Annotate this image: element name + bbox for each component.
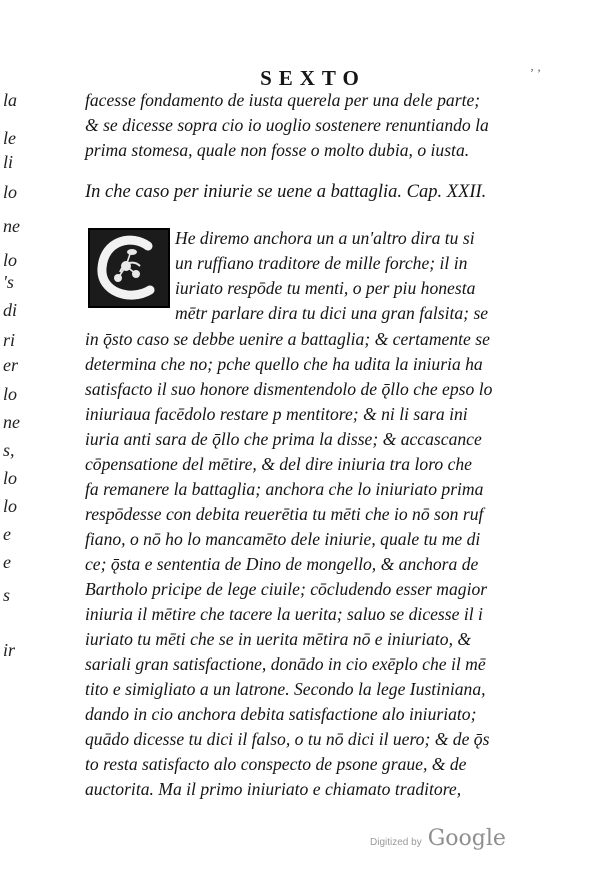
margin-fragment: s, xyxy=(3,440,15,460)
decorated-initial xyxy=(88,228,170,308)
text-line: tito e simigliato a un latrone. Secondo la lege Iustiniana, xyxy=(85,679,486,699)
text-line: iniuriaua facēdolo restare p mentitore; & ni li sara ini xyxy=(85,404,468,424)
text-line: iuriato tu mēti che se in uerita mētira nō e iniuriato, & xyxy=(85,629,472,649)
margin-fragment: lo xyxy=(3,250,18,270)
margin-fragment: ne xyxy=(3,216,20,236)
text-line: sariali gran satisfactione, donādo in cio exēplo che il mē xyxy=(85,654,486,674)
text-line: cōpensatione del mētire, & del dire iniuria tra loro che xyxy=(85,454,472,474)
margin-fragment: ir xyxy=(3,640,16,660)
text-line: auctorita. Ma il primo iniuriato e chiamato traditore, xyxy=(85,779,462,799)
running-header: SEXTO xyxy=(260,66,366,90)
margin-fragment: ri xyxy=(3,330,16,350)
top-paragraph xyxy=(85,88,489,163)
margin-fragment: 's xyxy=(3,272,14,292)
text-line: quādo dicesse tu dici il falso, o tu nō dici il uero; & de ǭs xyxy=(85,729,490,749)
margin-fragment: e xyxy=(3,552,11,572)
text-line: determina che no; pche quello che ha udita la iniuria ha xyxy=(85,354,483,374)
text-line: He diremo anchora un a un'altro dira tu si xyxy=(175,228,475,248)
text-line: dando in cio anchora debita satisfactione alo iniuriato; xyxy=(85,704,477,724)
google-logo: Google xyxy=(427,826,506,851)
ornamental-initial-c-icon xyxy=(90,230,168,306)
text-line: fa remanere la battaglia; anchora che lo iniuriato prima xyxy=(85,479,484,499)
text-line: ce; ǭsta e sententia de Dino de mongello, & anchora de xyxy=(85,554,479,574)
watermark-prefix: Digitized by xyxy=(370,837,422,848)
margin-fragment: lo xyxy=(3,182,18,202)
margin-fragment: s xyxy=(3,585,11,605)
margin-fragment: di xyxy=(3,300,18,320)
margin-fragment: lo xyxy=(3,468,18,488)
chapter-heading: In che caso per iniurie se uene a battaglia. Cap. XXII. xyxy=(85,182,487,202)
text-line: Bartholo pricipe de lege ciuile; cōcludendo esser magior xyxy=(85,579,488,599)
body-paragraph xyxy=(85,327,493,802)
text-line: facesse fondamento de iusta querela per una dele parte; xyxy=(85,90,481,110)
text-line: mētr parlare dira tu dici una gran falsita; se xyxy=(175,303,489,323)
text-line: satisfacto il suo honore dismentendolo de ǭllo che epso lo xyxy=(85,379,493,399)
margin-fragment: la xyxy=(3,90,18,110)
text-line: to resta satisfacto alo conspecto de psone graue, & de xyxy=(85,754,467,774)
text-line: fiano, o nō ho lo mancamēto dele iniurie, quale tu me di xyxy=(85,529,481,549)
margin-fragment: e xyxy=(3,524,11,544)
text-line: in ǭsto caso se debbe uenire a battaglia; & certamente se xyxy=(85,329,490,349)
page-speck: ʼ ’ xyxy=(530,66,541,80)
text-line: prima stomesa, quale non fosse o molto dubia, o iusta. xyxy=(85,140,470,160)
text-line: iuria anti sara de ǭllo che prima la disse; & accascance xyxy=(85,429,482,449)
text-line: un ruffiano traditore de mille forche; il in xyxy=(175,253,468,273)
text-line: iniuria il mētire che tacere la uerita; saluo se dicesse il i xyxy=(85,604,483,624)
margin-fragment: ne xyxy=(3,412,20,432)
text-line: iuriato respōde tu menti, o per piu honesta xyxy=(175,278,476,298)
digitization-watermark xyxy=(370,826,506,851)
margin-fragment: lo xyxy=(3,384,18,404)
text-line: respōdesse con debita reuerētia tu mēti che io nō son ruf xyxy=(85,504,484,524)
text-line: & se dicesse sopra cio io uoglio sostenere renuntiando la xyxy=(85,115,489,135)
margin-fragment: le xyxy=(3,128,16,148)
margin-fragment: lo xyxy=(3,496,18,516)
margin-fragment: er xyxy=(3,355,18,375)
margin-fragment: li xyxy=(3,152,14,172)
